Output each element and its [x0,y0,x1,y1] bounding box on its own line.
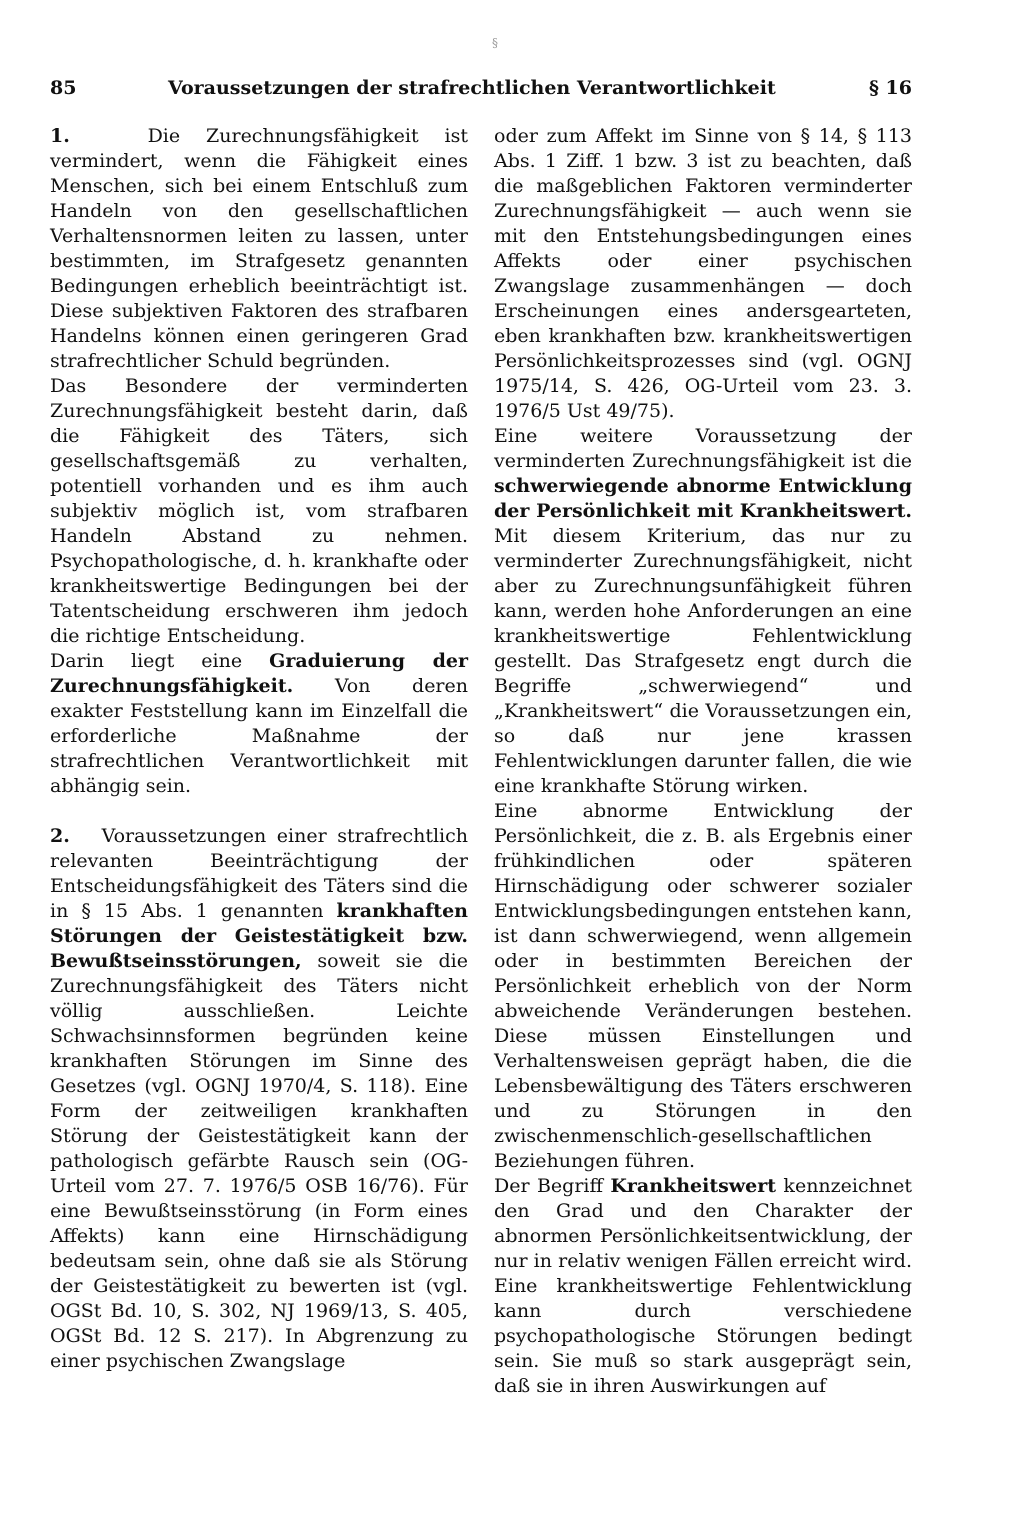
paragraph-text: Darin liegt eine [50,650,270,672]
left-column [50,124,468,1374]
paragraph-1 [50,124,468,374]
bold-term: Krankheitswert [610,1175,777,1197]
paragraph-number: 2. [50,825,70,847]
bold-term: krankhaften Störungen der Geistestätigkeit bzw. Bewußtseinsstörungen, [50,900,468,972]
section-number: § 16 [869,77,912,99]
paragraph-2 [50,374,468,649]
paragraph-4 [494,1174,912,1399]
paragraph-text: Eine abnorme Entwicklung der Persönlichkeit, die z. B. als Ergebnis einer frühkindlichen oder späteren Hirnschädigung oder schwerer sozialer Entwicklungsbedingungen entstehen kann, ist dann schwerwiegend, wenn allgemein oder in bestimmten Bereichen der Persönlichkeit erheblich von der Norm abweichende Veränderungen bestehen. Diese müssen Einstellungen und Verhaltensweisen geprägt haben, die die Lebensbewältigung des Täters erschweren und zu Störungen in den zwischenmenschlich-gesellschaftlichen Beziehungen führen. [494,800,912,1172]
paragraph-2 [494,424,912,799]
paragraph-3 [494,799,912,1174]
running-title: Voraussetzungen der strafrechtlichen Verantwortlichkeit [168,77,776,99]
print-mark-icon: § [492,36,498,50]
bold-term: Graduierung der Zurechnungsfähigkeit. [50,650,468,697]
bold-term: schwerwiegende abnorme Entwicklung der Persönlichkeit mit Krankheitswert. [494,475,912,522]
right-column [494,124,912,1399]
paragraph-text: Die Zurechnungsfähigkeit ist vermindert, wenn die Fähigkeit eines Menschen, sich bei einem Entschluß zum Handeln von den gesellschaftlichen Verhaltensnormen leiten zu lassen, unter bestimmten, im Strafgesetz genannten Bedingungen erheblich beeinträchtigt ist. Diese subjektiven Faktoren des strafbaren Handelns können einen geringeren Grad strafrechtlicher Schuld begründen. [50,125,468,372]
paragraph-text: oder zum Affekt im Sinne von § 14, § 113 Abs. 1 Ziff. 1 bzw. 3 ist zu beachten, daß die maßgeblichen Faktoren verminderter Zurechnungsfähigkeit — auch wenn sie mit den Entstehungsbedingungen eines Affekts oder einer psychischen Zwangslage zusammenhängen — doch Erscheinungen eines andersgearteten, eben krankhaften bzw. krankheitswertigen Persönlichkeitsprozesses sind (vgl. OGNJ 1975/14, S. 426, OG-Urteil vom 23. 3. 1976/5 Ust 49/75). [494,125,912,422]
paragraph-4 [50,824,468,1374]
paragraph-1 [494,124,912,424]
paragraph-text: Eine weitere Voraussetzung der verminderten Zurechnungsfähigkeit ist die [494,425,912,472]
paragraph-text: soweit sie die Zurechnungsfähigkeit des Täters nicht völlig ausschließen. Leichte Schwachsinnsformen begründen keine krankhaften Störungen im Sinne des Gesetzes (vgl. OGNJ 1970/4, S. 118). Eine Form der zeitweiligen krankhaften Störung der Geistestätigkeit kann der pathologisch gefärbte Rausch sein (OG-Urteil vom 27. 7. 1976/5 OSB 16/76). Für eine Bewußtseinsstörung (in Form eines Affekts) kann eine Hirnschädigung bedeutsam sein, ohne daß sie als Störung der Geistestätigkeit zu bewerten ist (vgl. OGSt Bd. 10, S. 302, NJ 1969/13, S. 405, OGSt Bd. 12 S. 217). In Abgrenzung zu einer psychischen Zwangslage [50,950,468,1372]
paragraph-text: Das Besondere der verminderten Zurechnungsfähigkeit besteht darin, daß die Fähigkeit des Täters, sich gesellschaftsgemäß zu verhalten, potentiell vorhanden und es ihm auch subjektiv möglich ist, vom strafbaren Handeln Abstand zu nehmen. Psychopathologische, d. h. krankhafte oder krankheitswertige Bedingungen bei der Tatentscheidung erschweren ihm jedoch die richtige Entscheidung. [50,375,468,647]
paragraph-text: Von deren exakter Feststellung kann im Einzelfall die erforderliche Maßnahme der strafrechtlichen Verantwortlichkeit mit abhängig sein. [50,675,468,797]
paragraph-text: kennzeichnet den Grad und den Charakter der abnormen Persönlichkeitsentwicklung, der nur in relativ wenigen Fällen erreicht wird. Eine krankheitswertige Fehlentwicklung kann durch verschiedene psychopathologische Störungen bedingt sein. Sie muß so stark ausgeprägt sein, daß sie in ihren Auswirkungen auf [494,1175,912,1397]
running-header [50,74,912,106]
paragraph-text: Mit diesem Kriterium, das nur zu verminderter Zurechnungsfähigkeit, nicht aber zu Zurechnungsunfähigkeit führen kann, werden hohe Anforderungen an eine krankheitswertige Fehlentwicklung gestellt. Das Strafgesetz engt durch die Begriffe „schwerwiegend“ und „Krankheitswert“ die Voraussetzungen ein, so daß nur jene krassen Fehlentwicklungen darunter fallen, die wie eine krankhafte Störung wirken. [494,525,912,797]
paragraph-3 [50,649,468,799]
page-number: 85 [50,77,77,99]
paragraph-text: Der Begriff [494,1175,611,1197]
paragraph-number: 1. [50,125,70,147]
paragraph-text: Voraussetzungen einer strafrechtlich relevanten Beeinträchtigung der Entscheidungsfähigkeit des Täters sind die in § 15 Abs. 1 genannten [50,825,468,922]
